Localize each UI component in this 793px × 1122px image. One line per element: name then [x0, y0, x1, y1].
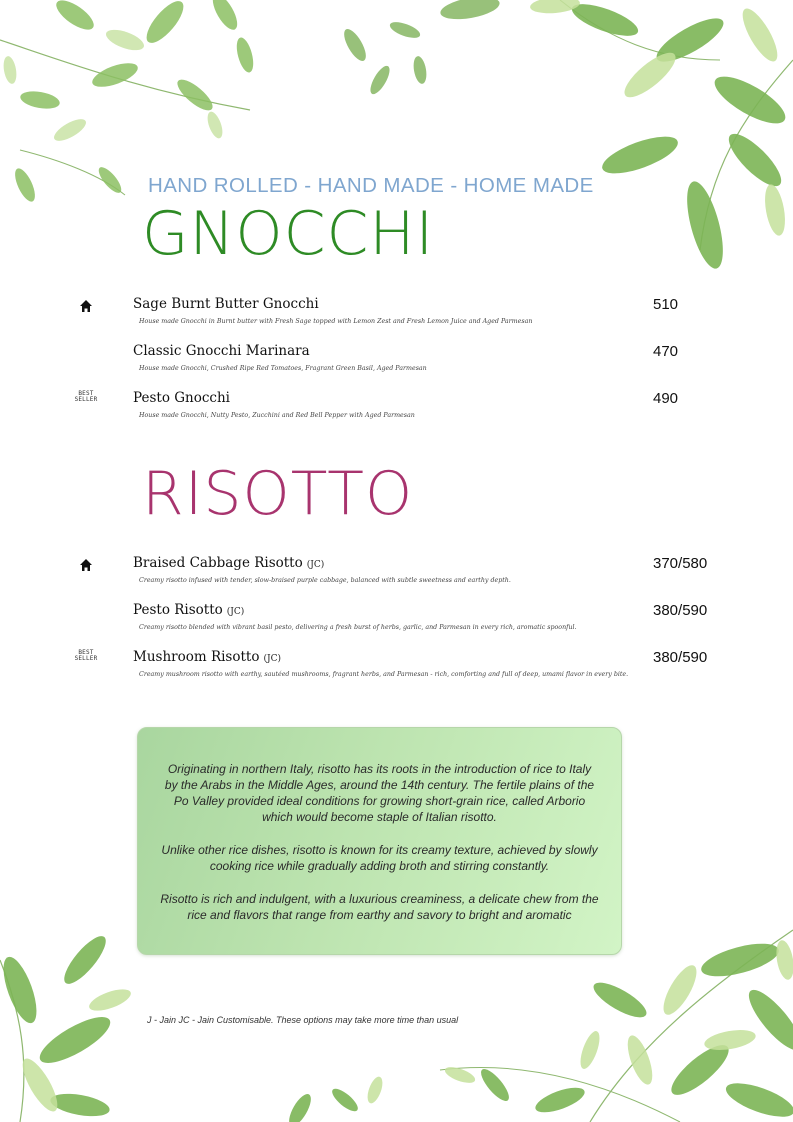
item-price: 470	[653, 343, 679, 360]
item-description: House made Gnocchi, Crushed Ripe Red Tomatoes, Fragrant Green Basil, Aged Parmesan	[139, 365, 427, 372]
menu-item	[0, 555, 793, 602]
menu-item	[0, 390, 793, 437]
item-marker	[73, 557, 99, 576]
item-name: Classic Gnocchi Marinara	[133, 343, 310, 359]
item-name: Braised Cabbage Risotto (JC)	[133, 555, 325, 571]
item-price: 510	[653, 296, 679, 313]
info-paragraph: Unlike other rice dishes, risotto is known for its creamy texture, achieved by slowly cooking rice while gradually adding broth and stirring constantly.	[161, 843, 598, 873]
home-icon	[79, 299, 93, 313]
risotto-title: RISOTTO	[142, 459, 414, 529]
item-description: Creamy risotto infused with tender, slow-braised purple cabbage, balanced with subtle sweetness and earthy depth.	[139, 577, 511, 584]
item-price: 380/590	[653, 649, 708, 666]
leaves-top-right	[529, 0, 793, 272]
menu-item	[0, 343, 793, 390]
item-description: Creamy risotto blended with vibrant basil pesto, delivering a fresh burst of herbs, garlic, and Parmesan in every rich, aromatic spoonful.	[139, 624, 577, 631]
info-paragraph: Risotto is rich and indulgent, with a luxurious creaminess, a delicate chew from the rice and flavors that range from earthy and savory to bright and aromatic	[160, 892, 599, 922]
gnocchi-title: GNOCCHI	[142, 199, 435, 269]
info-paragraph: Originating in northern Italy, risotto has its roots in the introduction of rice to Italy by the Arabs in the Middle Ages, around the 14th century. The fertile plains of the Po Valley provided ideal conditions for growing short-grain rice, called Arborio which would become staple of Italian risotto.	[164, 762, 595, 824]
menu-item	[0, 602, 793, 649]
best-seller-line2: SELLER	[74, 395, 98, 403]
item-price: 370/580	[653, 555, 708, 572]
item-name: Sage Burnt Butter Gnocchi	[133, 296, 319, 312]
best-seller-line1: BEST	[78, 390, 94, 397]
item-marker	[73, 298, 99, 317]
jain-tag: (JC)	[226, 607, 245, 617]
item-description: House made Gnocchi, Nutty Pesto, Zucchini and Red Bell Pepper with Aged Parmesan	[139, 412, 415, 419]
best-seller-line2: SELLER	[74, 654, 98, 662]
best-seller-badge	[73, 651, 99, 662]
jain-footnote: J - Jain JC - Jain Customisable. These options may take more time than usual	[147, 1015, 459, 1025]
item-name: Pesto Gnocchi	[133, 390, 230, 406]
leaves-bottom-right	[440, 930, 793, 1122]
item-price: 380/590	[653, 602, 708, 619]
gnocchi-tagline: HAND ROLLED - HAND MADE - HOME MADE	[148, 174, 594, 197]
item-description: House made Gnocchi in Burnt butter with Fresh Sage topped with Lemon Zest and Fresh Lemon Juice and Aged Parmesan	[139, 318, 533, 325]
risotto-history-box	[137, 727, 622, 955]
item-description: Creamy mushroom risotto with earthy, sautéed mushrooms, fragrant herbs, and Parmesan - rich, comforting and full of deep, umami flavor in every bite.	[139, 671, 629, 678]
leaves-bottom-left	[0, 931, 385, 1122]
menu-item	[0, 649, 793, 696]
best-seller-line1: BEST	[78, 649, 94, 656]
item-name: Pesto Risotto (JC)	[133, 602, 245, 618]
item-price: 490	[653, 390, 679, 407]
risotto-menu	[0, 555, 793, 696]
gnocchi-menu	[0, 296, 793, 437]
item-name: Mushroom Risotto (JC)	[133, 649, 281, 665]
home-icon	[79, 558, 93, 572]
best-seller-badge	[73, 392, 99, 403]
jain-tag: (JC)	[306, 560, 325, 570]
menu-item	[0, 296, 793, 343]
jain-tag: (JC)	[263, 654, 281, 664]
